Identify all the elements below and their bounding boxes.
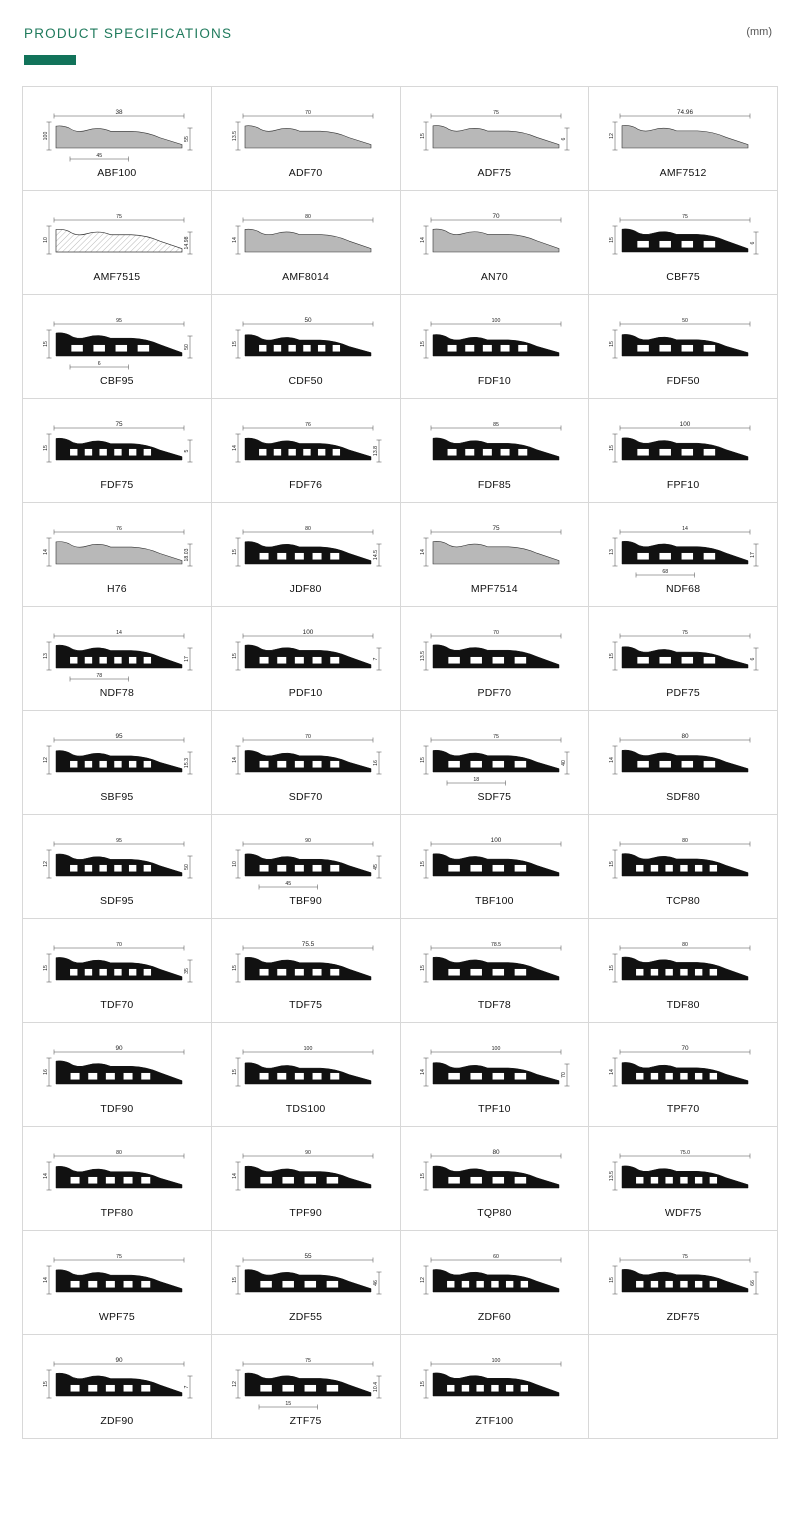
svg-text:80: 80 [115,1149,122,1156]
product-cell-empty [589,1335,778,1439]
svg-text:95: 95 [115,837,122,844]
svg-text:80: 80 [304,213,311,220]
profile-diagram [214,204,398,270]
svg-text:14: 14 [42,549,49,555]
profile-diagram [591,1140,775,1206]
svg-text:70: 70 [304,733,311,740]
product-code: TPF70 [666,1103,700,1115]
svg-text:14: 14 [231,1173,238,1179]
product-code: AMF7512 [659,167,707,179]
svg-text:75.0: 75.0 [680,1149,691,1156]
product-code: FDF75 [100,479,134,491]
svg-text:14: 14 [420,1069,427,1075]
profile-diagram [591,1244,775,1310]
svg-text:17: 17 [183,656,190,662]
product-code: ZDF75 [666,1311,700,1323]
product-code: TBF100 [475,895,514,907]
product-cell [401,919,590,1023]
svg-text:14.98: 14.98 [183,236,190,250]
profile-diagram [403,204,587,270]
profile-diagram [591,204,775,270]
svg-text:60: 60 [493,1253,500,1260]
svg-text:80: 80 [492,1148,500,1156]
product-cell [23,815,212,919]
svg-text:46: 46 [372,1280,379,1286]
svg-text:100: 100 [492,317,501,324]
profile-diagram [25,412,209,478]
profile-diagram [591,308,775,374]
product-code: PDF70 [477,687,512,699]
svg-text:15: 15 [609,1277,616,1283]
svg-text:70: 70 [115,941,122,948]
svg-text:13: 13 [609,549,616,555]
svg-text:75: 75 [493,109,500,116]
svg-text:45: 45 [96,152,103,159]
profile-diagram [403,620,587,686]
svg-text:35: 35 [183,968,190,974]
svg-text:15: 15 [609,237,616,243]
product-cell [212,711,401,815]
svg-text:14: 14 [231,757,238,763]
svg-text:70: 70 [304,109,311,116]
product-code: TDS100 [285,1103,326,1115]
product-cell [401,711,590,815]
profile-diagram [403,724,587,790]
product-cell [401,1335,590,1439]
svg-text:75: 75 [115,1253,122,1260]
svg-text:40: 40 [561,760,568,766]
svg-text:50: 50 [682,317,689,324]
product-cell [401,1127,590,1231]
product-code: JDF80 [289,583,322,595]
product-code: ADF75 [477,167,512,179]
svg-text:45: 45 [372,864,379,870]
product-code: TCP80 [666,895,700,907]
svg-text:14: 14 [609,757,616,763]
svg-text:15: 15 [609,445,616,451]
svg-text:13.5: 13.5 [231,130,238,142]
product-code: SDF70 [288,791,323,803]
product-cell [589,503,778,607]
product-cell [401,295,590,399]
profile-diagram [214,1140,398,1206]
svg-text:70: 70 [681,1044,689,1052]
svg-text:15: 15 [231,341,238,347]
svg-text:13.5: 13.5 [609,1170,616,1182]
svg-text:15: 15 [609,653,616,659]
profile-diagram [214,412,398,478]
profile-diagram [403,516,587,582]
svg-text:14: 14 [420,549,427,555]
svg-text:15: 15 [609,341,616,347]
profile-diagram [403,412,587,478]
svg-text:75: 75 [304,1357,311,1364]
svg-text:6: 6 [750,241,757,245]
svg-text:18: 18 [473,776,480,783]
profile-diagram [214,932,398,998]
product-cell [589,607,778,711]
product-code: TPF90 [289,1207,322,1219]
svg-text:6: 6 [97,360,101,367]
profile-diagram [403,1140,587,1206]
svg-text:16: 16 [42,1069,49,1075]
svg-text:15: 15 [609,861,616,867]
svg-text:15.3: 15.3 [183,757,190,769]
svg-text:15: 15 [42,965,49,971]
product-code: PDF75 [666,687,700,699]
page-header [0,0,800,86]
product-code: FDF50 [666,375,700,387]
product-code: ZDF90 [100,1415,134,1427]
svg-text:6: 6 [750,657,757,661]
svg-text:90: 90 [115,1356,123,1364]
product-cell [212,1023,401,1127]
product-code: H76 [106,583,127,595]
title-underline-bar [24,55,76,65]
svg-text:17: 17 [750,552,757,558]
svg-text:76: 76 [115,525,122,532]
profile-diagram [214,1244,398,1310]
svg-text:75: 75 [682,213,689,220]
profile-diagram [591,828,775,894]
product-code: FDF85 [477,479,511,491]
page-title: PRODUCT SPECIFICATIONS [24,26,233,41]
product-cell [212,815,401,919]
profile-diagram [214,828,398,894]
svg-text:12: 12 [231,1381,238,1387]
product-cell [23,295,212,399]
product-code: SDF80 [666,791,700,803]
profile-diagram [25,828,209,894]
svg-text:15: 15 [420,965,427,971]
product-cell [23,503,212,607]
product-code: FPF10 [666,479,700,491]
profile-diagram [214,724,398,790]
product-code: TQP80 [477,1207,512,1219]
product-code: TPF10 [478,1103,511,1115]
product-cell [401,607,590,711]
svg-text:15: 15 [420,1173,427,1179]
product-code: TDF90 [100,1103,134,1115]
svg-text:80: 80 [682,837,689,844]
svg-text:15: 15 [42,1381,49,1387]
product-code: SDF75 [477,791,512,803]
svg-text:75: 75 [682,1253,689,1260]
svg-text:15: 15 [231,653,238,659]
profile-diagram [25,1348,209,1414]
svg-text:14: 14 [231,445,238,451]
product-cell [589,815,778,919]
svg-text:70: 70 [561,1072,568,1078]
product-cell [589,919,778,1023]
svg-text:15: 15 [420,133,427,139]
svg-text:38: 38 [115,108,123,116]
svg-text:14: 14 [682,525,689,532]
profile-diagram [403,308,587,374]
product-cell [23,1231,212,1335]
product-code: FDF76 [289,479,323,491]
svg-text:15: 15 [42,445,49,451]
svg-text:10: 10 [42,237,49,243]
svg-text:13.8: 13.8 [372,445,379,457]
product-code: TDF80 [666,999,700,1011]
profile-diagram [214,516,398,582]
product-code: NDF78 [99,687,134,699]
product-cell [589,295,778,399]
profile-diagram [591,412,775,478]
svg-text:14: 14 [42,1173,49,1179]
profile-diagram [403,828,587,894]
svg-text:15: 15 [609,965,616,971]
profile-diagram [403,1348,587,1414]
product-cell [401,399,590,503]
product-grid [22,86,778,1439]
product-code: ZTF75 [289,1415,322,1427]
profile-diagram [591,100,775,166]
product-cell [212,1231,401,1335]
svg-text:100: 100 [491,836,502,844]
product-cell [212,1335,401,1439]
product-code: ZDF60 [477,1311,511,1323]
svg-text:90: 90 [304,837,311,844]
svg-text:75: 75 [115,420,123,428]
profile-diagram [25,1140,209,1206]
svg-text:14: 14 [420,237,427,243]
svg-text:76: 76 [304,421,311,428]
profile-diagram [214,1036,398,1102]
product-code: AMF8014 [282,271,330,283]
svg-text:7: 7 [183,1385,190,1389]
svg-text:15: 15 [231,965,238,971]
product-cell [23,1023,212,1127]
product-code: ABF100 [97,167,137,179]
svg-text:50: 50 [183,344,190,350]
profile-diagram [25,204,209,270]
product-code: NDF68 [665,583,701,595]
product-cell [401,1231,590,1335]
svg-text:50: 50 [304,316,312,324]
svg-text:78: 78 [96,672,103,679]
profile-diagram [25,516,209,582]
product-code: PDF10 [288,687,323,699]
product-cell [23,191,212,295]
profile-diagram [25,620,209,686]
product-cell [589,1023,778,1127]
product-cell [212,295,401,399]
svg-text:80: 80 [304,525,311,532]
product-cell [23,87,212,191]
product-cell [589,399,778,503]
svg-text:15: 15 [284,1400,291,1407]
svg-text:14.5: 14.5 [372,549,379,561]
svg-text:18.03: 18.03 [183,548,190,562]
svg-text:75.5: 75.5 [301,940,314,948]
svg-text:75: 75 [682,629,689,636]
profile-diagram [25,308,209,374]
product-code: TDF78 [477,999,511,1011]
product-cell [23,711,212,815]
profile-diagram [214,100,398,166]
product-code: CBF95 [100,375,134,387]
product-cell [23,607,212,711]
product-code: SBF95 [100,791,134,803]
profile-diagram [25,1244,209,1310]
product-cell [212,399,401,503]
svg-text:10.4: 10.4 [372,1381,379,1393]
profile-diagram [591,724,775,790]
product-code: FDF10 [477,375,511,387]
product-code: ZTF100 [475,1415,514,1427]
svg-text:70: 70 [492,212,500,220]
svg-text:95: 95 [115,732,123,740]
product-cell [589,711,778,815]
profile-diagram [25,100,209,166]
product-cell [401,503,590,607]
svg-text:75: 75 [115,213,122,220]
svg-text:100: 100 [492,1045,501,1052]
svg-text:15: 15 [420,861,427,867]
product-code: ADF70 [288,167,323,179]
product-code: TDF75 [289,999,323,1011]
svg-text:14: 14 [609,1069,616,1075]
svg-text:55: 55 [304,1252,312,1260]
profile-diagram [214,1348,398,1414]
product-code: TBF90 [289,895,322,907]
product-cell [589,1231,778,1335]
svg-text:90: 90 [115,1044,123,1052]
svg-text:14: 14 [231,237,238,243]
svg-text:100: 100 [492,1357,501,1364]
profile-diagram [403,100,587,166]
product-code: AMF7515 [93,271,141,283]
product-cell [401,191,590,295]
product-code: SDF95 [100,895,134,907]
svg-text:78.5: 78.5 [491,941,502,948]
svg-text:66: 66 [750,1280,757,1286]
svg-text:5: 5 [183,449,190,453]
product-cell [589,191,778,295]
svg-text:14: 14 [42,1277,49,1283]
svg-text:15: 15 [420,341,427,347]
svg-text:16: 16 [372,760,379,766]
svg-text:100: 100 [303,1045,312,1052]
profile-diagram [591,620,775,686]
svg-text:100: 100 [302,628,313,636]
product-cell [23,1335,212,1439]
svg-text:13.5: 13.5 [420,650,427,662]
product-cell [589,87,778,191]
svg-text:75: 75 [493,733,500,740]
profile-diagram [403,932,587,998]
svg-text:85: 85 [493,421,500,428]
product-cell [23,919,212,1023]
product-cell [212,87,401,191]
svg-text:80: 80 [681,732,689,740]
product-code: WDF75 [664,1207,702,1219]
svg-text:45: 45 [284,880,291,887]
svg-text:10: 10 [231,861,238,867]
svg-text:12: 12 [420,1277,427,1283]
svg-text:68: 68 [662,568,669,575]
profile-diagram [25,724,209,790]
product-code: WPF75 [98,1311,135,1323]
profile-diagram [403,1244,587,1310]
profile-diagram [214,620,398,686]
product-cell [401,815,590,919]
svg-text:14: 14 [115,629,122,636]
svg-text:13: 13 [42,653,49,659]
profile-diagram [591,516,775,582]
svg-text:15: 15 [420,1381,427,1387]
svg-text:6: 6 [561,137,568,141]
product-code: ZDF55 [289,1311,323,1323]
svg-text:100: 100 [679,420,691,428]
product-code: CDF50 [288,375,323,387]
profile-diagram [591,932,775,998]
product-cell [401,1023,590,1127]
svg-text:100: 100 [42,131,49,141]
svg-text:55: 55 [183,136,190,142]
svg-text:15: 15 [231,549,238,555]
profile-diagram [214,308,398,374]
product-code: TPF80 [100,1207,134,1219]
svg-text:50: 50 [183,864,190,870]
unit-label: (mm) [746,26,772,38]
svg-text:80: 80 [682,941,689,948]
svg-text:15: 15 [42,341,49,347]
svg-text:12: 12 [42,861,49,867]
svg-text:70: 70 [493,629,500,636]
svg-text:74.96: 74.96 [677,108,694,116]
product-cell [401,87,590,191]
profile-diagram [25,932,209,998]
profile-diagram [591,1036,775,1102]
product-code: CBF75 [666,271,700,283]
svg-text:75: 75 [492,524,500,532]
svg-text:7: 7 [372,657,379,661]
product-cell [589,1127,778,1231]
product-cell [212,503,401,607]
profile-diagram [403,1036,587,1102]
svg-text:90: 90 [304,1149,311,1156]
svg-text:15: 15 [231,1277,238,1283]
svg-text:12: 12 [42,757,49,763]
product-cell [23,399,212,503]
product-cell [212,1127,401,1231]
svg-text:15: 15 [420,757,427,763]
product-code: AN70 [480,271,508,283]
svg-text:15: 15 [231,1069,238,1075]
svg-text:95: 95 [115,317,122,324]
product-cell [23,1127,212,1231]
product-cell [212,607,401,711]
product-code: TDF70 [100,999,134,1011]
product-cell [212,919,401,1023]
svg-text:12: 12 [609,133,616,139]
profile-diagram [25,1036,209,1102]
product-code: MPF7514 [470,583,518,595]
product-cell [212,191,401,295]
